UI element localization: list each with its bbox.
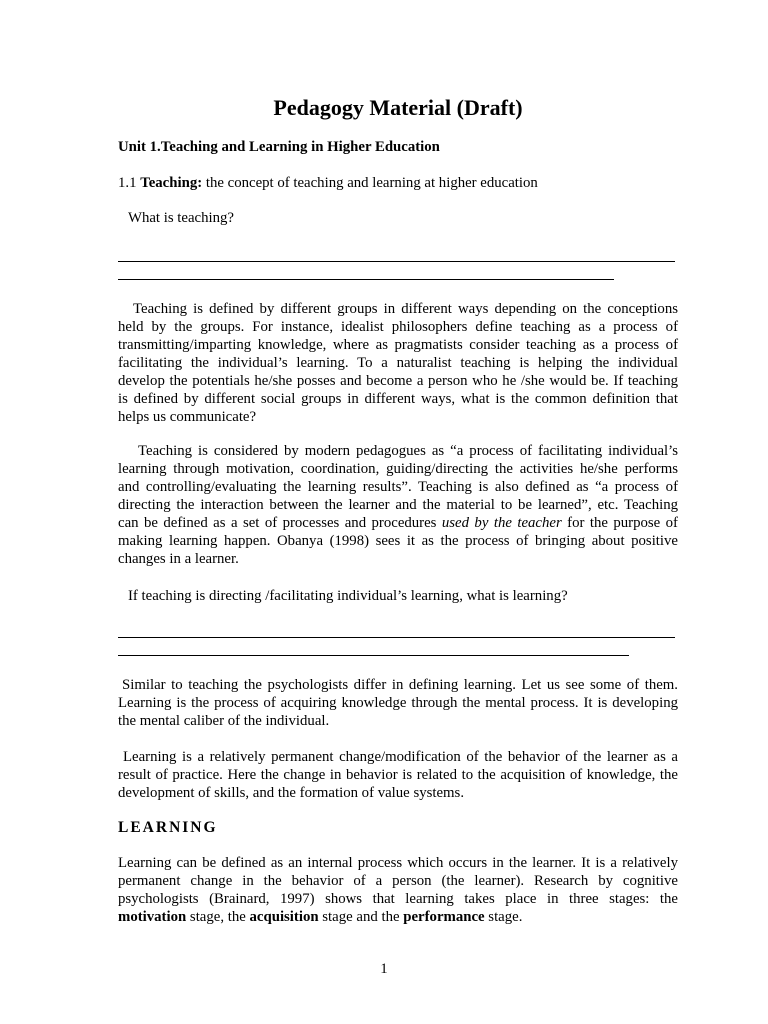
text-line: learning through motivation, coordination, guiding/directing the activities he/she performs [118,461,678,477]
text-line [118,908,678,926]
bold-term: acquisition [249,909,319,925]
text-segment: can be defined as a set of processes and procedures [118,515,442,531]
text-line: psychologists (Brainard, 1997) shows that learning takes place in three stages: the [118,891,678,907]
emphasis-text: used by the teacher [441,515,562,531]
text-segment: for the purpose of [561,515,678,531]
question-what-is-learning: If teaching is directing /facilitating individual’s learning, what is learning? [128,588,568,604]
bold-term: performance [403,909,485,925]
text-segment: stage, the [186,909,250,925]
learning-heading: LEARNING [118,819,218,836]
answer-line [118,637,675,638]
text-line: Teaching is defined by different groups in different ways depending on the conceptions [133,301,678,317]
text-line: transmitting/imparting knowledge, where as pragmatists consider teaching as a process of [118,337,678,353]
document-title: Pedagogy Material (Draft) [273,95,523,120]
text-line: facilitating the individual’s learning. To a naturalist teaching is helping the individual [118,355,678,371]
answer-line [118,279,614,280]
text-line: develop the potentials he/she posses and become a person who he /she would be. If teaching [118,373,678,389]
paragraph-learning-change [118,748,678,802]
text-line: helps us communicate? [118,409,257,425]
section-description: the concept of teaching and learning at higher education [205,175,538,191]
text-line [118,514,678,532]
bold-term: motivation [118,909,187,925]
text-line: the mental caliber of the individual. [118,713,330,729]
answer-line [118,261,675,262]
text-line: and controlling/evaluating the learning results”. Teaching is also defined as “a process of [118,479,678,495]
answer-line [118,655,629,656]
paragraph-modern-pedagogues [118,442,678,568]
page-number: 1 [380,961,388,977]
text-line: held by the groups. For instance, idealist philosophers define teaching as a process of [118,319,678,335]
paragraph-teaching-definitions [118,300,678,426]
question-what-is-teaching: What is teaching? [128,210,234,226]
text-segment: stage and the [318,909,404,925]
text-line: changes in a learner. [118,551,239,567]
text-line: Similar to teaching the psychologists differ in defining learning. Let us see some of them. [122,677,678,693]
text-line: permanent change in the behavior of a person (the learner). Research by cognitive [118,873,678,889]
text-line: making learning happen. Obanya (1998) sees it as the process of bringing about positive [118,533,678,549]
section-term: Teaching: [140,175,203,191]
text-line: Learning can be defined as an internal process which occurs in the learner. It is a relatively [118,855,678,871]
text-line: is defined by different social groups in different ways, what is the common definition that [118,391,678,407]
text-line: development of skills, and the formation of value systems. [118,785,465,801]
text-line: directing the interaction between the learner and the material to be learned”, etc. Teaching [118,497,678,513]
unit-heading: Unit 1.Teaching and Learning in Higher Education [118,139,440,155]
text-line: Teaching is considered by modern pedagogues as “a process of facilitating individual’s [138,443,678,459]
paragraph-learning-definitions [118,676,678,730]
section-heading [118,174,538,192]
text-line: Learning is the process of acquiring knowledge through the mental process. It is developing [118,695,678,711]
text-line: result of practice. Here the change in behavior is related to the acquisition of knowledge, the [118,767,678,783]
text-line: Learning is a relatively permanent change/modification of the behavior of the learner as a [123,749,678,765]
section-number: 1.1 [118,175,137,191]
text-segment: stage. [484,909,523,925]
paragraph-learning-stages [118,854,678,926]
